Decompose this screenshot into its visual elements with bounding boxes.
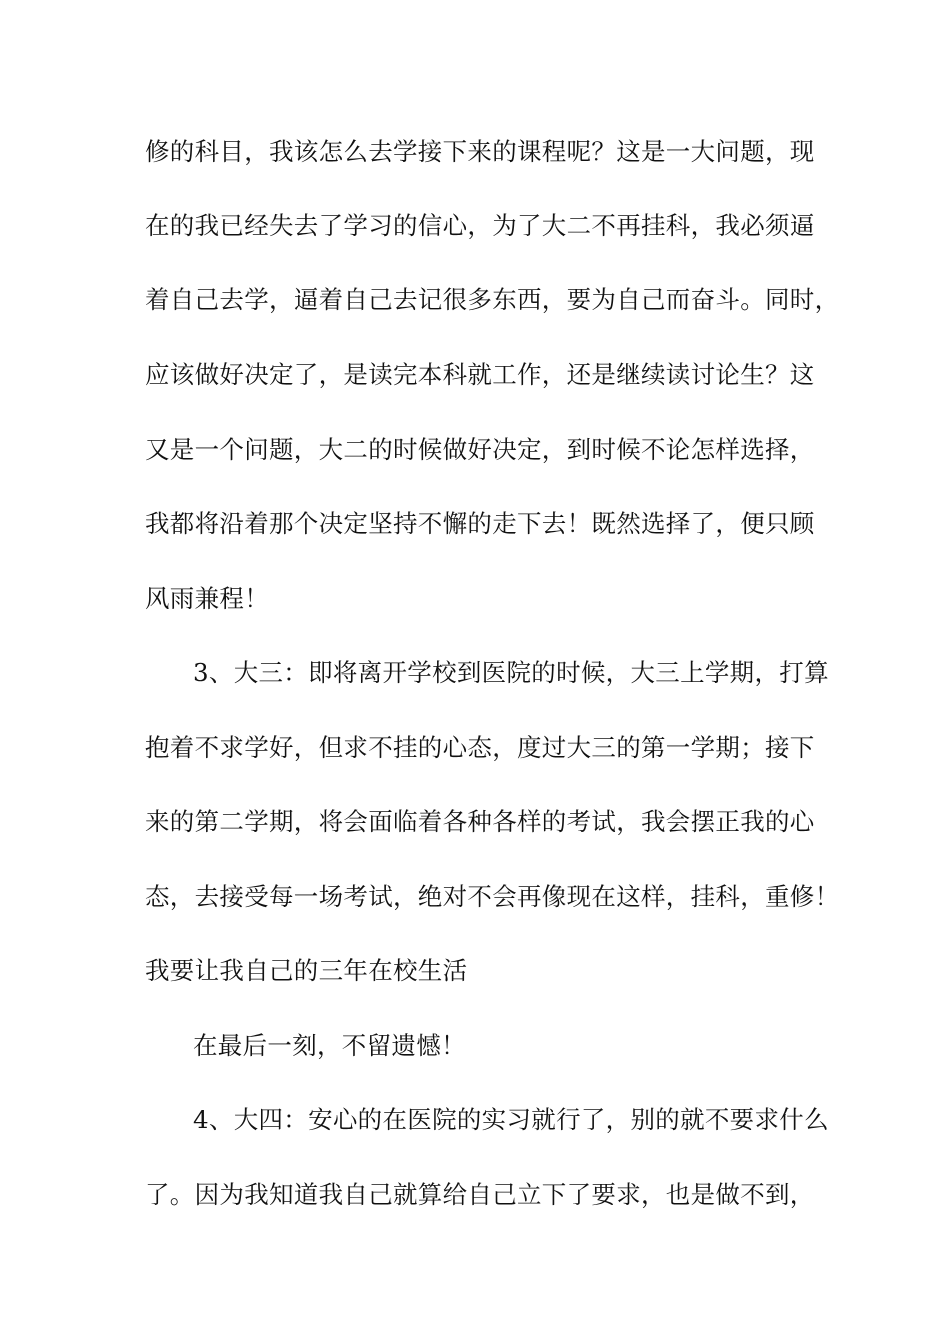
paragraph-line: 4、大四：安心的在医院的实习就行了，别的就不要求什么 — [193, 1105, 829, 1134]
paragraph-line: 了。因为我知道我自己就算给自己立下了要求，也是做不到， — [145, 1180, 815, 1209]
paragraph-line: 我都将沿着那个决定坚持不懈的走下去！既然选择了，便只顾 — [145, 509, 815, 538]
paragraph-line: 来的第二学期，将会面临着各种各样的考试，我会摆正我的心 — [145, 807, 815, 836]
paragraph-line: 修的科目，我该怎么去学接下来的课程呢？这是一大问题，现 — [145, 137, 815, 166]
paragraph-line: 态，去接受每一场考试，绝对不会再像现在这样，挂科，重修！ — [145, 882, 840, 911]
paragraph-line: 风雨兼程！ — [145, 584, 269, 613]
paragraph-line: 我要让我自己的三年在校生活 — [145, 956, 468, 985]
paragraph-line: 在的我已经失去了学习的信心，为了大二不再挂科，我必须逼 — [145, 211, 815, 240]
paragraph-line: 3、大三：即将离开学校到医院的时候，大三上学期，打算 — [193, 658, 829, 687]
paragraph-line: 又是一个问题，大二的时候做好决定，到时候不论怎样选择， — [145, 435, 815, 464]
paragraph-line: 在最后一刻，不留遗憾！ — [193, 1031, 466, 1060]
paragraph-line: 着自己去学，逼着自己去记很多东西，要为自己而奋斗。同时， — [145, 285, 840, 314]
paragraph-line: 应该做好决定了，是读完本科就工作，还是继续读讨论生？这 — [145, 360, 815, 389]
paragraph-line: 抱着不求学好，但求不挂的心态，度过大三的第一学期；接下 — [145, 733, 815, 762]
